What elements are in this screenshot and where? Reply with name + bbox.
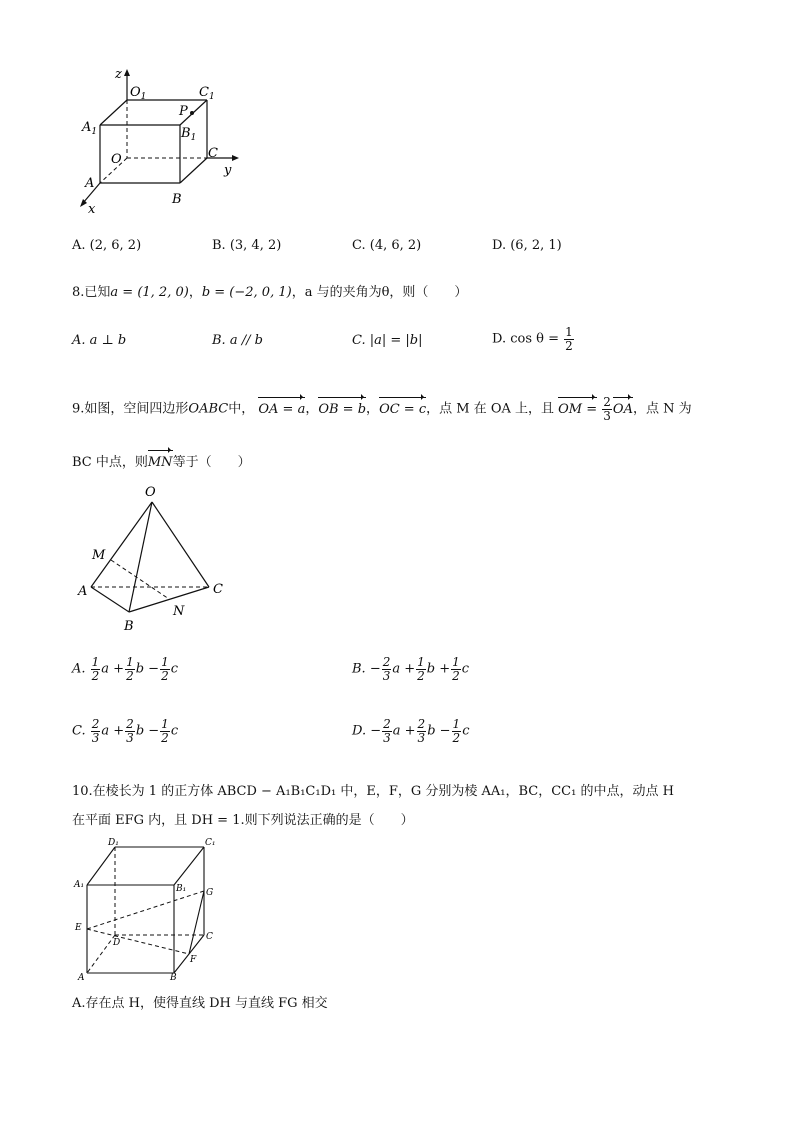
fig2-label-C: C: [213, 582, 223, 597]
q8-option-c: C. |a| = |b|: [352, 333, 423, 348]
q8-separator-1: ，: [188, 285, 202, 300]
q9-fraction-two-thirds: $\frac{2}{3}$: [603, 395, 611, 423]
fig3-label-C: C: [206, 932, 213, 942]
q9-vec-oa-2: OA: [612, 401, 633, 417]
q10-option-a: A.存在点 H，使得直线 DH 与直线 FG 相交: [72, 996, 328, 1011]
q8-vector-b: b = (−2, 0, 1): [201, 285, 292, 300]
fig3-label-E: E: [75, 923, 82, 933]
q8-stem-suffix: a 与的夹角为θ，则（ ）: [304, 285, 468, 300]
q9-tetrahedron-figure: [74, 480, 234, 635]
q8-stem: [72, 281, 467, 300]
fig3-label-F: F: [190, 955, 197, 965]
q8-option-d-prefix: D. cos θ =: [492, 331, 559, 347]
fig3-label-G: G: [206, 888, 214, 898]
fig1-label-z: z: [115, 67, 122, 82]
fig3-label-B1: B₁: [176, 884, 187, 894]
q7-option-b: B. (3, 4, 2): [212, 238, 282, 253]
fig1-label-y: y: [224, 163, 232, 178]
fig2-label-O: O: [145, 485, 156, 500]
fig1-label-P: P: [179, 104, 188, 119]
q8-vector-a: a = (1, 2, 0): [110, 285, 189, 300]
fig1-label-A: A: [85, 176, 95, 191]
fig3-label-B: B: [170, 973, 177, 983]
q7-option-a: A. (2, 6, 2): [72, 238, 142, 253]
q7-option-c: C. (4, 6, 2): [352, 238, 422, 253]
q8-option-d: [492, 326, 575, 352]
q8-option-a: A. a ⊥ b: [72, 333, 127, 348]
fig1-label-O1: $O_1$: [130, 85, 147, 102]
q7-option-d: D. (6, 2, 1): [492, 238, 562, 253]
q8-option-b: B. a // b: [212, 333, 263, 348]
q9-vec-oa: OA = a: [258, 401, 306, 417]
q9-vec-mn: MN: [147, 455, 173, 470]
fig3-label-A: A: [78, 973, 85, 983]
fig1-label-B: B: [172, 192, 182, 207]
fig3-label-D: D: [113, 938, 121, 948]
q9-vec-om: OM =: [558, 401, 598, 417]
fig1-label-C: C: [208, 146, 218, 161]
q10-stem-line1: 10.在棱长为 1 的正方体 ABCD − A₁B₁C₁D₁ 中，E，F，G 分别为棱 AA₁，BC，CC₁ 的中点，动点 H: [72, 784, 674, 799]
fig2-label-B: B: [124, 619, 134, 634]
q10-stem-line2: 在平面 EFG 内，且 DH = 1.则下列说法正确的是（ ）: [72, 813, 414, 828]
fig1-label-O: O: [111, 152, 122, 167]
fig1-label-B1: $B_1$: [181, 126, 197, 143]
q8-stem-prefix: 8.已知: [72, 285, 111, 300]
fig1-label-A1: $A_1$: [82, 120, 98, 137]
fig2-label-N: N: [173, 604, 185, 619]
fig2-label-A: A: [78, 584, 88, 599]
fig2-label-M: M: [92, 548, 106, 563]
q7-box-figure: [75, 65, 250, 220]
q9-vec-oc: OC = c: [379, 401, 427, 417]
q9-option-b: B. − $\frac{2}{3}$ a + $\frac{1}{2}$ b + $\frac{1}{2}$ c: [352, 655, 470, 683]
fig1-label-x: x: [88, 202, 96, 217]
q9-vec-ob: OB = b: [318, 401, 367, 417]
fig3-label-C1: C₁: [205, 838, 216, 848]
q8-option-d-fraction: $\frac{1}{2}$: [565, 325, 573, 353]
q8-separator-2: ，: [291, 285, 305, 300]
q9-stem-line2: BC 中点，则MN等于（ ）: [72, 455, 251, 470]
q10-cube-figure: [72, 835, 222, 985]
q9-option-d: D. − $\frac{2}{3}$ a + $\frac{2}{3}$ b − $\frac{1}{2}$ c: [352, 717, 470, 745]
fig3-label-D1: D₁: [108, 838, 119, 848]
q9-option-a: A. $\frac{1}{2}$ a + $\frac{1}{2}$ b − $\frac{1}{2}$ c: [72, 655, 178, 683]
fig3-label-A1: A₁: [74, 880, 85, 890]
fig1-label-C1: $C_1$: [199, 85, 215, 102]
q9-stem-line1: 9.如图，空间四边形OABC中， OA = a，OB = b，OC = c，点 M 在 OA 上，且 OM = $\frac{2}{3}$ OA，点 N 为: [72, 395, 692, 423]
q9-option-c: C. $\frac{2}{3}$ a + $\frac{2}{3}$ b − $\frac{1}{2}$ c: [72, 717, 179, 745]
